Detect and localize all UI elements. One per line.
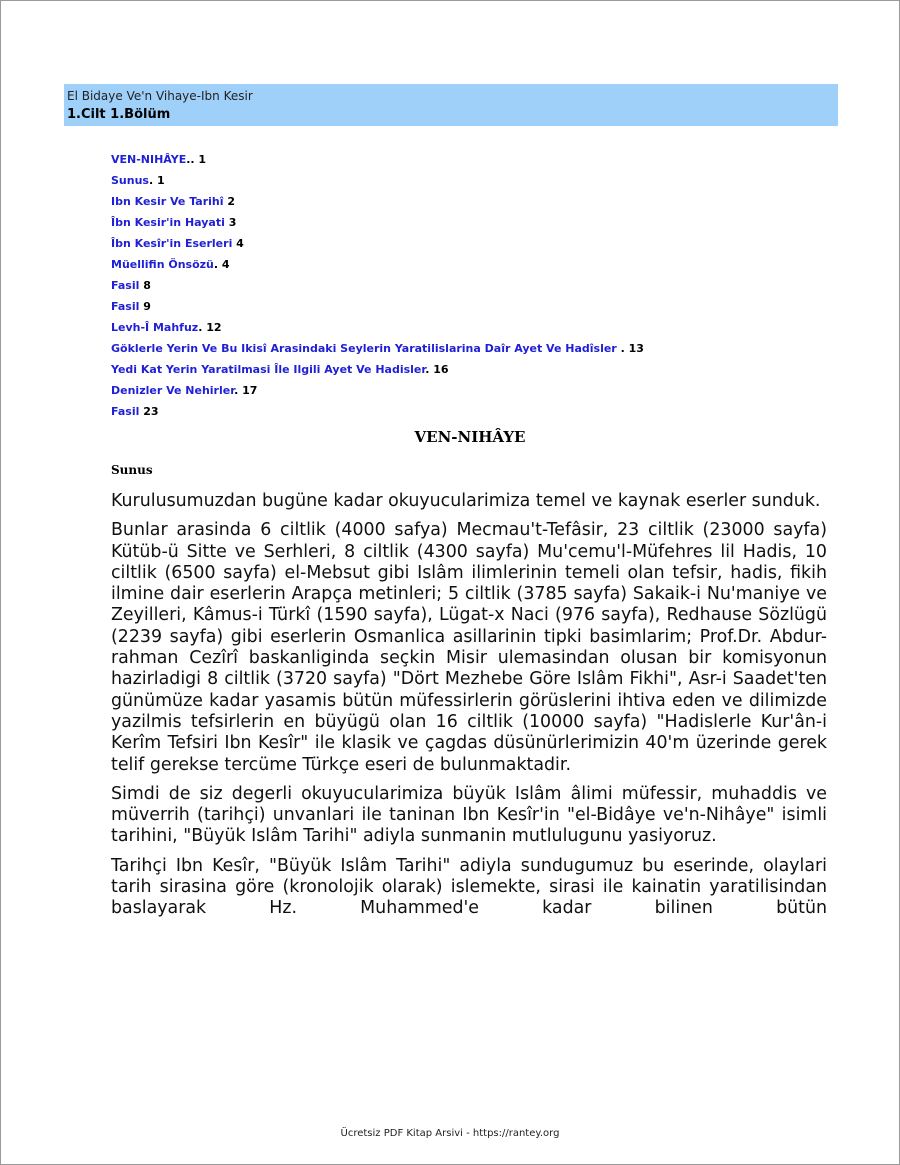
toc-page-number: 3 bbox=[224, 216, 237, 229]
toc-page-number: 2 bbox=[223, 195, 235, 208]
toc-entry bbox=[111, 297, 831, 318]
toc-link[interactable]: Müellifin Önsözü bbox=[111, 258, 214, 271]
toc-page-number: . 16 bbox=[425, 363, 449, 376]
toc-link[interactable]: Îbn Kesîr'in Eserleri bbox=[111, 237, 233, 250]
toc-link[interactable]: Yedi Kat Yerin Yaratilmasi Île Ilgili Ayet Ve Hadisler bbox=[111, 363, 426, 376]
toc-page-number: . 12 bbox=[198, 321, 222, 334]
paragraph: Kurulusumuzdan bugüne kadar okuyucularimiza temel ve kaynak eserler sunduk. bbox=[111, 491, 821, 511]
book-title: El Bidaye Ve'n Vihaye-Ibn Kesir bbox=[67, 89, 253, 103]
toc-entry bbox=[111, 234, 831, 255]
toc-link[interactable]: Göklerle Yerin Ve Bu Ikisî Arasindaki Seylerin Yaratilislarina Daîr Ayet Ve Hadîsler bbox=[111, 342, 617, 355]
toc-link[interactable]: VEN-NIHÂYE bbox=[111, 153, 187, 166]
section-heading: Sunus bbox=[111, 463, 153, 477]
document-header bbox=[64, 84, 838, 126]
page-footer: Ücretsiz PDF Kitap Arsivi - https://rantey.org bbox=[340, 1128, 560, 1139]
toc-page-number: .. 1 bbox=[186, 153, 207, 166]
toc-link[interactable]: Îbn Kesir'in Hayati bbox=[111, 216, 225, 229]
toc-entry bbox=[111, 213, 831, 234]
toc-entry bbox=[111, 255, 831, 276]
toc-page-number: 8 bbox=[139, 279, 151, 292]
volume-section-label: 1.Cilt 1.Bölüm bbox=[67, 107, 171, 122]
toc-page-number: . 17 bbox=[234, 384, 258, 397]
toc-page-number: 4 bbox=[232, 237, 244, 250]
toc-link[interactable]: Fasil bbox=[111, 405, 140, 418]
chapter-title: VEN-NIHÂYE bbox=[414, 428, 526, 446]
toc-entry bbox=[111, 339, 831, 360]
toc-link[interactable]: Sunus bbox=[111, 174, 149, 187]
paragraph: Tarihçi Ibn Kesîr, "Büyük Islâm Tarihi" adiyla sundugumuz bu eserinde, olaylari tarih sirasina göre (kronolojik olarak) islemekte, sirasi ile kainatin yaratilisindan baslayarak Hz. Muhammed'e kadar bilinen bütün bbox=[111, 855, 827, 919]
toc-entry bbox=[111, 402, 831, 423]
toc-entry bbox=[111, 150, 831, 171]
toc-link[interactable]: Fasil bbox=[111, 300, 140, 313]
toc-page-number: 23 bbox=[139, 405, 159, 418]
toc-entry bbox=[111, 276, 831, 297]
toc-entry bbox=[111, 381, 831, 402]
toc-link[interactable]: Ibn Kesir Ve Tarihî bbox=[111, 195, 224, 208]
paragraph: Simdi de siz degerli okuyucularimiza büyük Islâm âlimi müfessir, muhaddis ve müverrih (tarihçi) unvanlari ile taninan Ibn Kesîr'in "el-Bidâye ve'n-Nihâye" isimli tarihini, "Büyük Islâm Tarihi" adiyla sunmanin mutlulugunu yasiyoruz. bbox=[111, 783, 827, 847]
toc-link[interactable]: Denizler Ve Nehirler bbox=[111, 384, 235, 397]
toc-entry bbox=[111, 318, 831, 339]
toc-entry bbox=[111, 192, 831, 213]
toc-entry bbox=[111, 360, 831, 381]
toc-page-number: 9 bbox=[139, 300, 151, 313]
table-of-contents bbox=[111, 150, 831, 423]
body-text bbox=[111, 491, 827, 928]
toc-page-number: . 4 bbox=[213, 258, 230, 271]
toc-link[interactable]: Levh-Î Mahfuz bbox=[111, 321, 199, 334]
toc-page-number: . 13 bbox=[616, 342, 644, 355]
paragraph: Bunlar arasinda 6 ciltlik (4000 safya) Mecmau't-Tefâsir, 23 ciltlik (23000 sayfa) Kütüb-ü Sitte ve Serhleri, 8 ciltlik (4300 sayfa) Mu'cemu'l-Müfehres lil Hadis, 10 ciltlik (6500 sayfa) el-Mebsut gibi Islâm ilimlerinin temeli olan tefsir, hadis, fikih ilmine dair eserlerin Arapça metinleri; 5 ciltlik (3785 sayfa) Sakaik-i Nu'maniye ve Zeyilleri, Kâmus-i Türkî (1590 sayfa), Lügat-x Naci (976 sayfa), Redhause Sözlügü (2239 sayfa) gibi eserlerin Osmanlica asillarinin tipki basimlarim; Prof.Dr. Abdur-rahman Cezîrî baskanliginda seçkin Misir ulemasindan olusan bir komisyonun hazirladigi 8 ciltlik (3720 sayfa) "Dört Mezhebe Göre Islâm Fikhi", Asr-i Saadet'ten günümüze kadar yasamis bütün müfessirlerin görüslerini ihtiva eden ve dilimizde yazilmis tefsirlerin en büyügü olan 16 ciltlik (10000 sayfa) "Hadislerle Kur'ân-i Kerîm Tefsiri Ibn Kesîr" ile klasik ve çagdas düsünürlerimizin 40'm üzerinde gerek telif gerekse tercüme Türkçe eseri de bulunmaktadir. bbox=[111, 520, 827, 775]
toc-entry bbox=[111, 171, 831, 192]
toc-page-number: . 1 bbox=[148, 174, 165, 187]
toc-link[interactable]: Fasil bbox=[111, 279, 140, 292]
